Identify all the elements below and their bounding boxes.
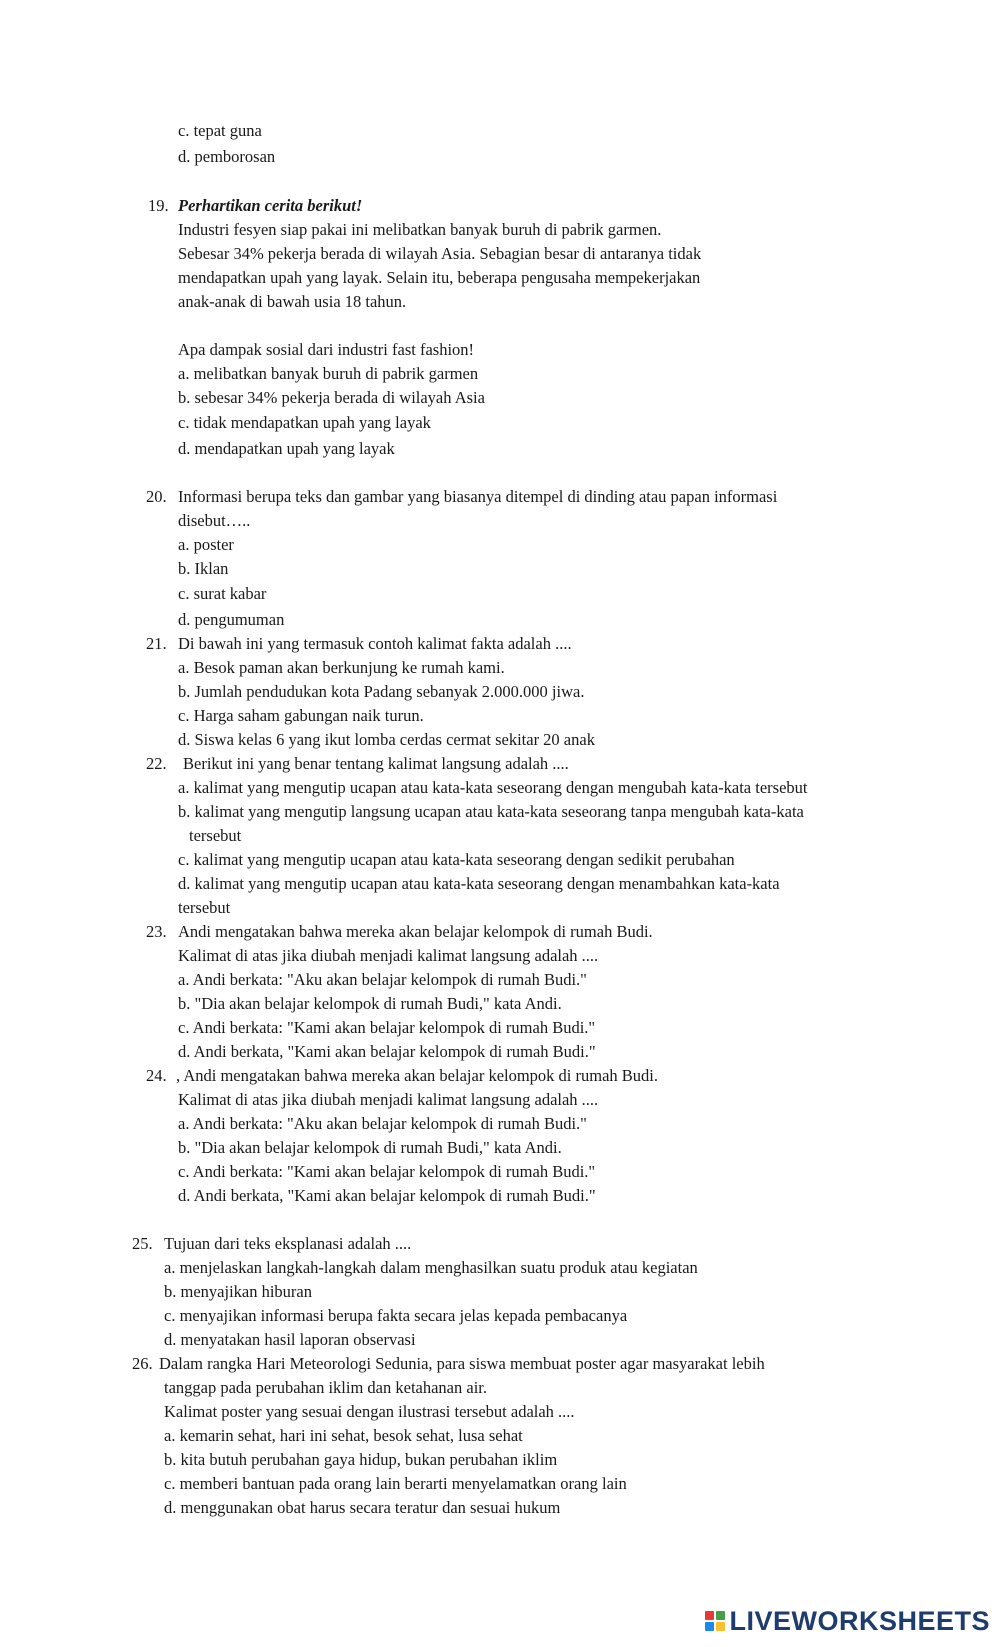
q25-option-a[interactable]: a. menjelaskan langkah-langkah dalam menghasilkan suatu produk atau kegiatan — [164, 1258, 698, 1277]
q24-option-c[interactable]: c. Andi berkata: "Kami akan belajar kelompok di rumah Budi." — [178, 1162, 596, 1181]
q19-story-line: Sebesar 34% pekerja berada di wilayah Asia. Sebagian besar di antaranya tidak — [178, 244, 702, 263]
q23-option-b[interactable]: b. "Dia akan belajar kelompok di rumah Budi," kata Andi. — [178, 994, 562, 1013]
q26-option-d[interactable]: d. menggunakan obat harus secara teratur dan sesuai hukum — [164, 1498, 561, 1517]
q26-text-line: tanggap pada perubahan iklim dan ketahanan air. — [164, 1378, 487, 1397]
q25-option-c[interactable]: c. menyajikan informasi berupa fakta secara jelas kepada pembacanya — [164, 1306, 628, 1325]
q21-option-b[interactable]: b. Jumlah pendudukan kota Padang sebanyak 2.000.000 jiwa. — [178, 682, 585, 701]
q26-option-c[interactable]: c. memberi bantuan pada orang lain berarti menyelamatkan orang lain — [164, 1474, 627, 1493]
logo-square-green — [716, 1611, 725, 1620]
q24-text-line: Kalimat di atas jika diubah menjadi kalimat langsung adalah .... — [178, 1090, 599, 1109]
q20-option-b[interactable]: b. Iklan — [178, 559, 229, 578]
q19-option-d[interactable]: d. mendapatkan upah yang layak — [178, 439, 395, 458]
q22-option-b[interactable]: b. kalimat yang mengutip langsung ucapan atau kata-kata seseorang tanpa mengubah kata-kata — [178, 802, 804, 821]
q19-option-a[interactable]: a. melibatkan banyak buruh di pabrik garmen — [178, 364, 479, 383]
q19-number: 19. — [148, 196, 169, 215]
q26-number: 26. — [132, 1354, 153, 1373]
logo-square-yellow — [716, 1622, 725, 1631]
q23-text-line: Kalimat di atas jika diubah menjadi kalimat langsung adalah .... — [178, 946, 599, 965]
q23-number: 23. — [146, 922, 167, 941]
q22-option-d-continued[interactable]: tersebut — [178, 898, 231, 917]
q22-option-b-continued[interactable]: tersebut — [189, 826, 242, 845]
q22-option-c[interactable]: c. kalimat yang mengutip ucapan atau kata-kata seseorang dengan sedikit perubahan — [178, 850, 735, 869]
q20-option-c[interactable]: c. surat kabar — [178, 584, 267, 603]
q19-heading: Perhartikan cerita berikut! — [178, 196, 363, 215]
q20-option-d[interactable]: d. pengumuman — [178, 610, 285, 629]
liveworksheets-logo[interactable] — [705, 1607, 990, 1635]
liveworksheets-grid-icon — [705, 1611, 725, 1631]
q23-option-a[interactable]: a. Andi berkata: "Aku akan belajar kelompok di rumah Budi." — [178, 970, 587, 989]
q20-option-a[interactable]: a. poster — [178, 535, 234, 554]
q21-option-d[interactable]: d. Siswa kelas 6 yang ikut lomba cerdas cermat sekitar 20 anak — [178, 730, 595, 749]
liveworksheets-wordmark: LIVEWORKSHEETS — [729, 1605, 990, 1636]
q20-text-line: disebut….. — [178, 511, 251, 530]
q22-option-a[interactable]: a. kalimat yang mengutip ucapan atau kata-kata seseorang dengan mengubah kata-kata tersebut — [178, 778, 808, 797]
q24-number: 24. — [146, 1066, 167, 1085]
q19-story-line: anak-anak di bawah usia 18 tahun. — [178, 292, 407, 311]
q26-text-line: Dalam rangka Hari Meteorologi Sedunia, para siswa membuat poster agar masyarakat lebih — [159, 1354, 765, 1373]
q25-option-b[interactable]: b. menyajikan hiburan — [164, 1282, 313, 1301]
logo-square-blue — [705, 1622, 714, 1631]
q23-option-c[interactable]: c. Andi berkata: "Kami akan belajar kelompok di rumah Budi." — [178, 1018, 596, 1037]
q21-text-line: Di bawah ini yang termasuk contoh kalimat fakta adalah .... — [178, 634, 572, 653]
q20-number: 20. — [146, 487, 167, 506]
q26-option-b[interactable]: b. kita butuh perubahan gaya hidup, bukan perubahan iklim — [164, 1450, 558, 1469]
q19-question: Apa dampak sosial dari industri fast fashion! — [178, 340, 475, 359]
q19-option-b[interactable]: b. sebesar 34% pekerja berada di wilayah Asia — [178, 388, 485, 407]
logo-square-red — [705, 1611, 714, 1620]
q22-option-d[interactable]: d. kalimat yang mengutip ucapan atau kata-kata seseorang dengan menambahkan kata-kata — [178, 874, 780, 893]
q18-option-d[interactable]: d. pemborosan — [178, 147, 276, 166]
q19-story-line: mendapatkan upah yang layak. Selain itu, beberapa pengusaha mempekerjakan — [178, 268, 701, 287]
q19-option-c[interactable]: c. tidak mendapatkan upah yang layak — [178, 413, 431, 432]
q19-story-line: Industri fesyen siap pakai ini melibatkan banyak buruh di pabrik garmen. — [178, 220, 662, 239]
q20-text-line: Informasi berupa teks dan gambar yang biasanya ditempel di dinding atau papan informasi — [178, 487, 778, 506]
q22-number: 22. — [146, 754, 167, 773]
q23-option-d[interactable]: d. Andi berkata, "Kami akan belajar kelompok di rumah Budi." — [178, 1042, 596, 1061]
q24-option-b[interactable]: b. "Dia akan belajar kelompok di rumah Budi," kata Andi. — [178, 1138, 562, 1157]
q18-option-c[interactable]: c. tepat guna — [178, 121, 262, 140]
q25-option-d[interactable]: d. menyatakan hasil laporan observasi — [164, 1330, 416, 1349]
q25-text-line: Tujuan dari teks eksplanasi adalah .... — [164, 1234, 412, 1253]
q24-option-a[interactable]: a. Andi berkata: "Aku akan belajar kelompok di rumah Budi." — [178, 1114, 587, 1133]
q26-text-line: Kalimat poster yang sesuai dengan ilustrasi tersebut adalah .... — [164, 1402, 575, 1421]
q24-text-line: , Andi mengatakan bahwa mereka akan belajar kelompok di rumah Budi. — [176, 1066, 659, 1085]
q22-text-line: Berikut ini yang benar tentang kalimat langsung adalah .... — [183, 754, 569, 773]
q23-text-line: Andi mengatakan bahwa mereka akan belajar kelompok di rumah Budi. — [178, 922, 653, 941]
q25-number: 25. — [132, 1234, 153, 1253]
q26-option-a[interactable]: a. kemarin sehat, hari ini sehat, besok sehat, lusa sehat — [164, 1426, 523, 1445]
q21-option-a[interactable]: a. Besok paman akan berkunjung ke rumah kami. — [178, 658, 505, 677]
q21-number: 21. — [146, 634, 167, 653]
q21-option-c[interactable]: c. Harga saham gabungan naik turun. — [178, 706, 424, 725]
q24-option-d[interactable]: d. Andi berkata, "Kami akan belajar kelompok di rumah Budi." — [178, 1186, 596, 1205]
